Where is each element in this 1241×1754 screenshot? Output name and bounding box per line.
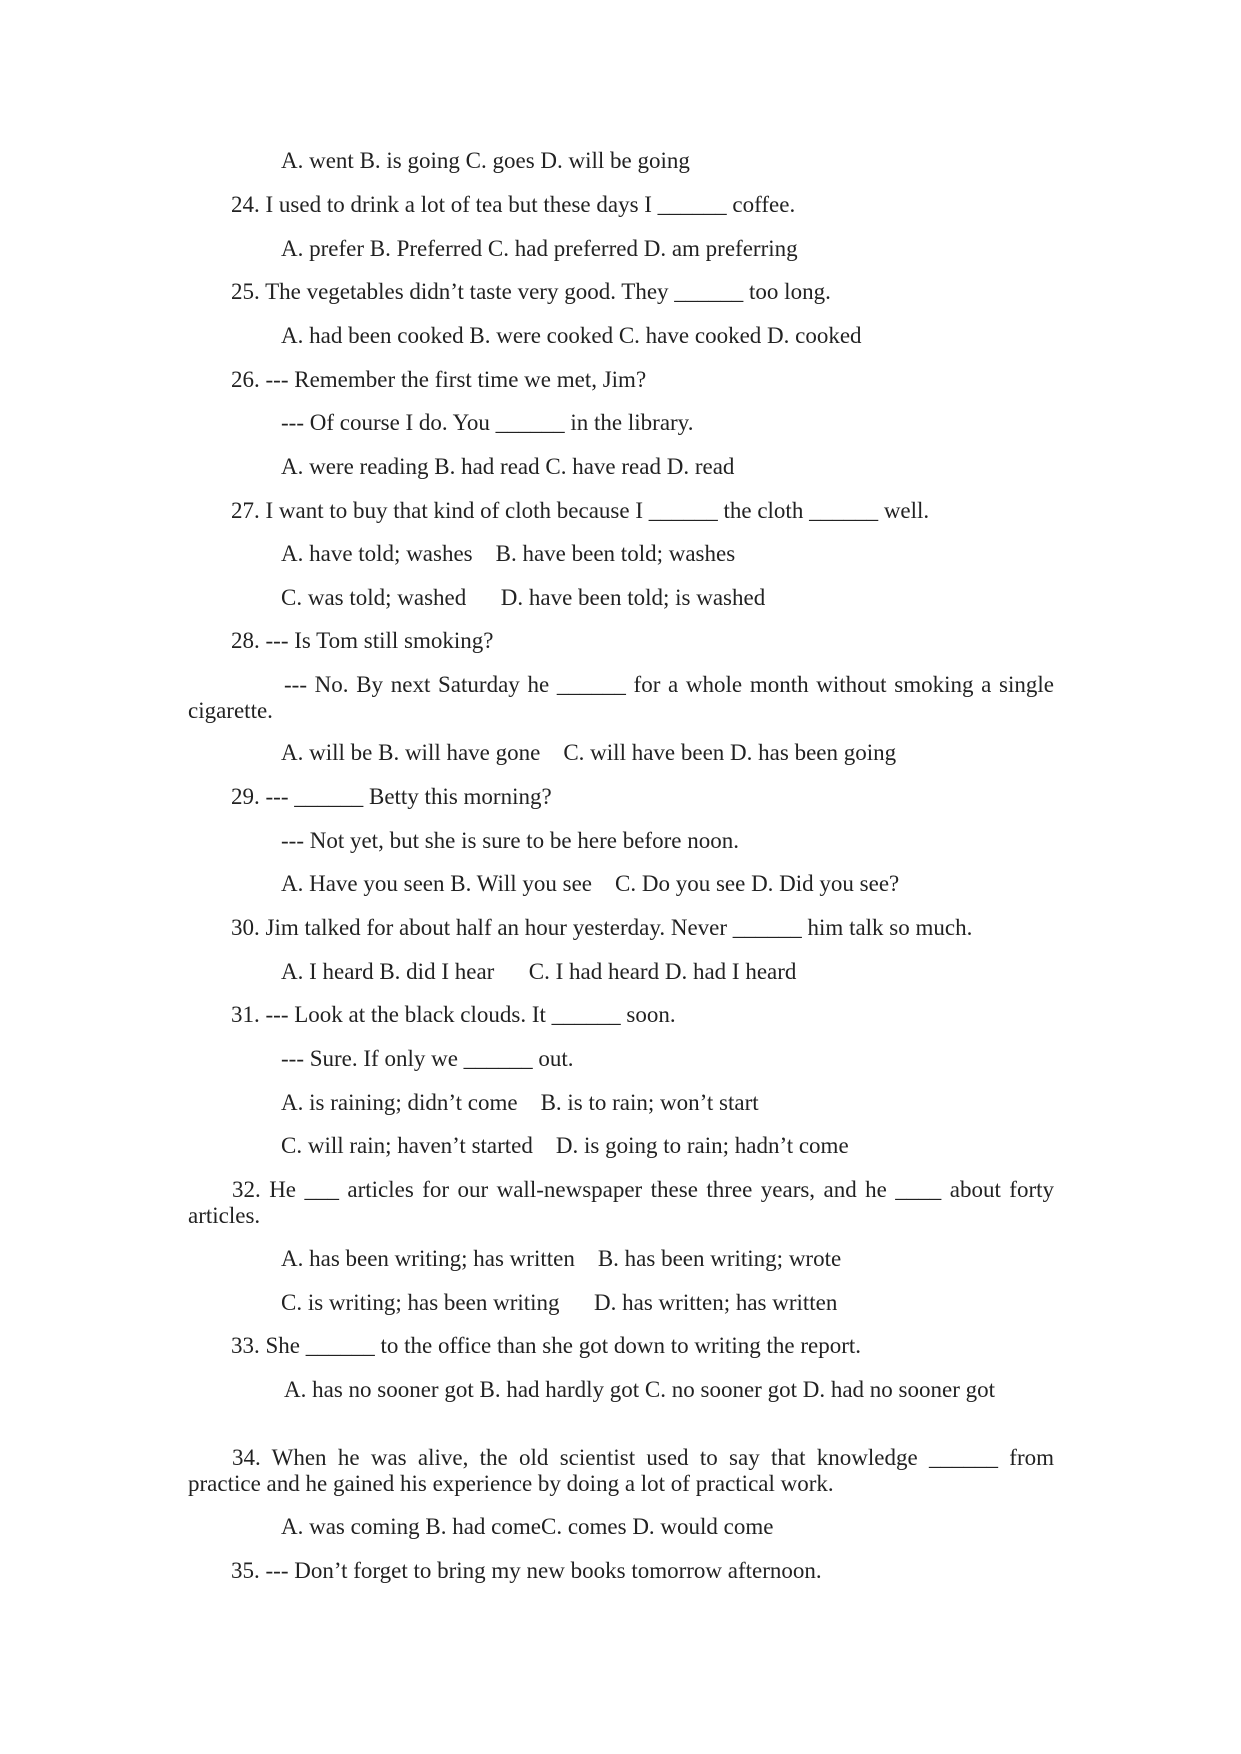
q33-options: A. has no sooner got B. had hardly got C. no sooner got D. had no sooner got: [284, 1377, 996, 1402]
q32-options-row1: A. has been writing; has written B. has been writing; wrote: [281, 1246, 842, 1271]
q27-options-row1: A. have told; washes B. have been told; washes: [281, 541, 736, 566]
q31-options-row2: C. will rain; haven’t started D. is going to rain; hadn’t come: [281, 1133, 849, 1158]
q29-stem: 29. --- ______ Betty this morning?: [231, 784, 552, 809]
q30-options: A. I heard B. did I hear C. I had heard D. had I heard: [281, 959, 797, 984]
q31-reply: --- Sure. If only we ______ out.: [281, 1046, 574, 1071]
q27-stem: 27. I want to buy that kind of cloth because I ______ the cloth ______ well.: [231, 498, 930, 523]
q28-stem: 28. --- Is Tom still smoking?: [231, 628, 494, 653]
q35-stem: 35. --- Don’t forget to bring my new books tomorrow afternoon.: [231, 1558, 822, 1583]
q23-options: A. went B. is going C. goes D. will be going: [281, 148, 690, 173]
q34-stem: 34. When he was alive, the old scientist used to say that knowledge ______ from practice and he gained his experience by doing a lot of practical work.: [188, 1445, 1054, 1496]
q30-stem: 30. Jim talked for about half an hour yesterday. Never ______ him talk so much.: [231, 915, 973, 940]
q26-stem: 26. --- Remember the first time we met, Jim?: [231, 367, 647, 392]
q31-options-row1: A. is raining; didn’t come B. is to rain; won’t start: [281, 1090, 759, 1115]
q34-options: A. was coming B. had comeC. comes D. would come: [281, 1514, 774, 1539]
q33-stem: 33. She ______ to the office than she got down to writing the report.: [231, 1333, 862, 1358]
q24-stem: 24. I used to drink a lot of tea but these days I ______ coffee.: [231, 192, 796, 217]
q27-options-row2: C. was told; washed D. have been told; is washed: [281, 585, 766, 610]
q28-reply: --- No. By next Saturday he ______ for a whole month without smoking a single cigarette.: [188, 672, 1054, 723]
q26-options: A. were reading B. had read C. have read D. read: [281, 454, 735, 479]
q32-options-row2: C. is writing; has been writing D. has written; has written: [281, 1290, 838, 1315]
q25-stem: 25. The vegetables didn’t taste very good. They ______ too long.: [231, 279, 831, 304]
q26-reply: --- Of course I do. You ______ in the library.: [281, 410, 694, 435]
q29-options: A. Have you seen B. Will you see C. Do you see D. Did you see?: [281, 871, 900, 896]
q32-stem: 32. He ___ articles for our wall-newspaper these three years, and he ____ about forty articles.: [188, 1177, 1054, 1228]
q31-stem: 31. --- Look at the black clouds. It ______ soon.: [231, 1002, 676, 1027]
q28-options: A. will be B. will have gone C. will have been D. has been going: [281, 740, 897, 765]
q25-options: A. had been cooked B. were cooked C. have cooked D. cooked: [281, 323, 862, 348]
q24-options: A. prefer B. Preferred C. had preferred D. am preferring: [281, 236, 798, 261]
q29-reply: --- Not yet, but she is sure to be here before noon.: [281, 828, 739, 853]
